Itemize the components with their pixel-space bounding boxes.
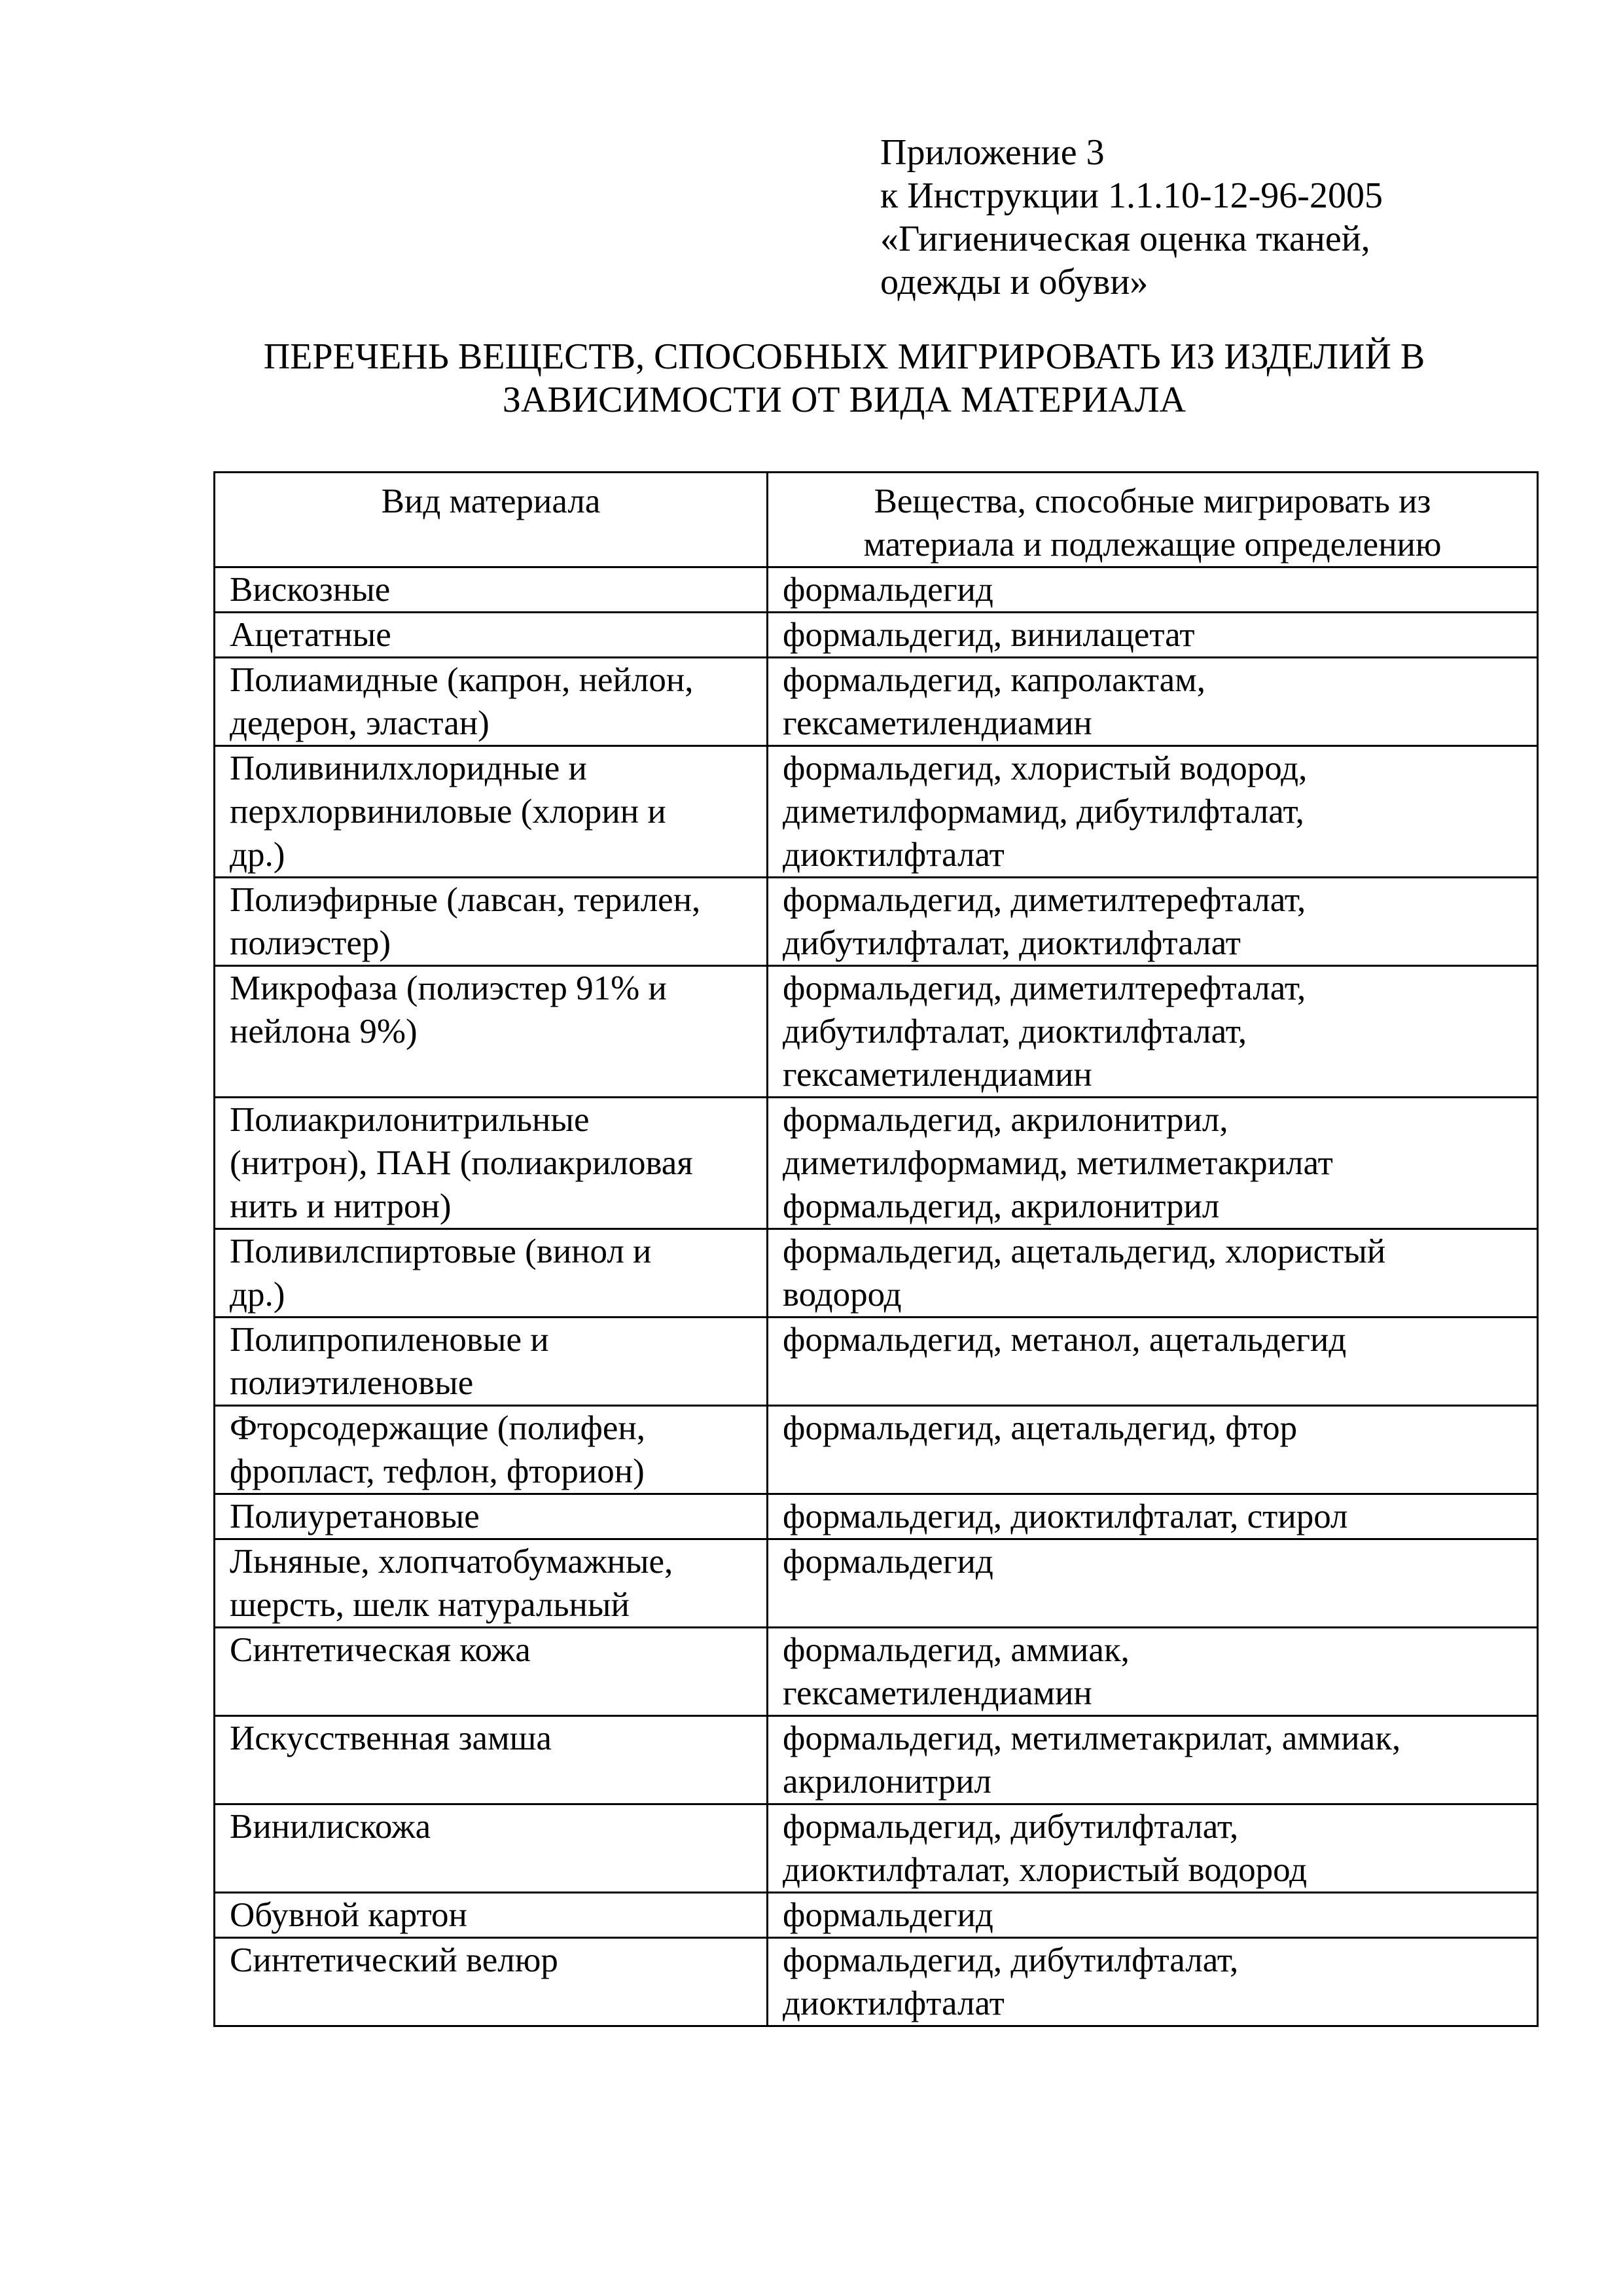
cell-line: др.) bbox=[230, 836, 285, 874]
cell-line: нейлона 9%) bbox=[230, 1013, 418, 1050]
cell-line: формальдегид, аммиак, bbox=[783, 1631, 1130, 1669]
table-row bbox=[215, 1716, 1538, 1804]
cell-line: Фторсодержащие (полифен, bbox=[230, 1409, 646, 1447]
cell-line: Винилискожа bbox=[230, 1808, 431, 1846]
material-cell bbox=[215, 1628, 768, 1716]
cell-line: диоктилфталат bbox=[783, 1984, 1005, 2022]
substances-cell bbox=[768, 1716, 1538, 1804]
table-row bbox=[215, 1494, 1538, 1539]
appendix-header-line: Приложение 3 bbox=[880, 132, 1105, 173]
material-cell bbox=[215, 1716, 768, 1804]
material-cell bbox=[215, 1539, 768, 1628]
table-row bbox=[215, 746, 1538, 878]
table-row bbox=[215, 1938, 1538, 2026]
table-row bbox=[215, 658, 1538, 746]
material-cell bbox=[215, 1494, 768, 1539]
substances-cell bbox=[768, 567, 1538, 613]
substances-cell bbox=[768, 966, 1538, 1098]
substances-cell bbox=[768, 658, 1538, 746]
cell-line: шерсть, шелк натуральный bbox=[230, 1586, 630, 1624]
cell-line: диметилформамид, дибутилфталат, bbox=[783, 793, 1304, 831]
cell-line: формальдегид, ацетальдегид, хлористый bbox=[783, 1232, 1386, 1270]
material-cell bbox=[215, 878, 768, 966]
document-title-line: ЗАВИСИМОСТИ ОТ ВИДА МАТЕРИАЛА bbox=[502, 380, 1186, 420]
substances-cell bbox=[768, 613, 1538, 658]
material-cell bbox=[215, 1229, 768, 1318]
cell-line: диметилформамид, метилметакрилат bbox=[783, 1144, 1333, 1182]
table-row bbox=[215, 1098, 1538, 1229]
substances-cell bbox=[768, 1406, 1538, 1494]
substances-cell bbox=[768, 1318, 1538, 1406]
substances-cell bbox=[768, 1938, 1538, 2026]
document-title-line: ПЕРЕЧЕНЬ ВЕЩЕСТВ, СПОСОБНЫХ МИГРИРОВАТЬ ИЗ ИЗДЕЛИЙ В bbox=[263, 336, 1425, 377]
table-row bbox=[215, 878, 1538, 966]
table-row bbox=[215, 1804, 1538, 1893]
cell-line: Синтетический велюр bbox=[230, 1941, 558, 1979]
cell-line: др.) bbox=[230, 1276, 285, 1314]
table-header-row bbox=[215, 473, 1538, 567]
cell-line: Полиуретановые bbox=[230, 1498, 480, 1535]
cell-line: формальдегид, диметилтерефталат, bbox=[783, 881, 1306, 919]
cell-line: Полиэфирные (лавсан, терилен, bbox=[230, 881, 701, 919]
material-cell bbox=[215, 658, 768, 746]
cell-line: формальдегид, винилацетат bbox=[783, 616, 1195, 654]
cell-line: формальдегид, ацетальдегид, фтор bbox=[783, 1409, 1298, 1447]
document-title bbox=[196, 335, 1492, 422]
cell-line: Поливинилхлоридные и bbox=[230, 749, 587, 787]
substances-cell bbox=[768, 1494, 1538, 1539]
material-cell bbox=[215, 1804, 768, 1893]
materials-table bbox=[213, 471, 1539, 2027]
cell-line: Льняные, хлопчатобумажные, bbox=[230, 1543, 673, 1581]
substances-cell bbox=[768, 878, 1538, 966]
cell-line: Поливилспиртовые (винол и bbox=[230, 1232, 652, 1270]
cell-line: формальдегид, дибутилфталат, bbox=[783, 1808, 1239, 1846]
cell-line: полиэстер) bbox=[230, 924, 391, 962]
cell-line: формальдегид, хлористый водород, bbox=[783, 749, 1308, 787]
appendix-header-line: «Гигиеническая оценка тканей, bbox=[880, 219, 1370, 259]
material-cell bbox=[215, 1406, 768, 1494]
cell-line: формальдегид, диоктилфталат, стирол bbox=[783, 1498, 1348, 1535]
table-row bbox=[215, 613, 1538, 658]
cell-line: дибутилфталат, диоктилфталат bbox=[783, 924, 1241, 962]
material-cell bbox=[215, 1318, 768, 1406]
column-header-line: Вид материала bbox=[381, 482, 601, 520]
table-row bbox=[215, 1406, 1538, 1494]
substances-cell bbox=[768, 1229, 1538, 1318]
cell-line: формальдегид bbox=[783, 571, 993, 609]
cell-line: формальдегид, диметилтерефталат, bbox=[783, 969, 1306, 1007]
substances-cell bbox=[768, 1098, 1538, 1229]
cell-line: дедерон, эластан) bbox=[230, 704, 490, 742]
cell-line: акрилонитрил bbox=[783, 1763, 991, 1801]
column-header-substances bbox=[768, 473, 1538, 567]
cell-line: гексаметилендиамин bbox=[783, 1056, 1092, 1094]
material-cell bbox=[215, 966, 768, 1098]
substances-cell bbox=[768, 1804, 1538, 1893]
cell-line: формальдегид, дибутилфталат, bbox=[783, 1941, 1239, 1979]
cell-line: диоктилфталат bbox=[783, 836, 1005, 874]
column-header-line: Вещества, способные мигрировать из bbox=[874, 482, 1431, 520]
cell-line: формальдегид bbox=[783, 1543, 993, 1581]
cell-line: Микрофаза (полиэстер 91% и bbox=[230, 969, 667, 1007]
cell-line: Обувной картон bbox=[230, 1896, 467, 1934]
cell-line: Синтетическая кожа bbox=[230, 1631, 531, 1669]
cell-line: гексаметилендиамин bbox=[783, 1674, 1092, 1712]
cell-line: нить и нитрон) bbox=[230, 1187, 452, 1225]
material-cell bbox=[215, 746, 768, 878]
cell-line: Полиамидные (капрон, нейлон, bbox=[230, 661, 694, 699]
material-cell bbox=[215, 613, 768, 658]
cell-line: Полипропиленовые и bbox=[230, 1321, 549, 1359]
table-row bbox=[215, 1893, 1538, 1938]
material-cell bbox=[215, 1938, 768, 2026]
cell-line: формальдегид, метилметакрилат, аммиак, bbox=[783, 1719, 1401, 1757]
column-header-line: материала и подлежащие определению bbox=[863, 526, 1442, 564]
cell-line: формальдегид, акрилонитрил bbox=[783, 1187, 1220, 1225]
material-cell bbox=[215, 567, 768, 613]
table-row bbox=[215, 1229, 1538, 1318]
cell-line: Искусственная замша bbox=[230, 1719, 552, 1757]
cell-line: (нитрон), ПАН (полиакриловая bbox=[230, 1144, 693, 1182]
table-row bbox=[215, 966, 1538, 1098]
cell-line: Полиакрилонитрильные bbox=[230, 1101, 590, 1139]
column-header-material bbox=[215, 473, 768, 567]
table-row bbox=[215, 1539, 1538, 1628]
cell-line: дибутилфталат, диоктилфталат, bbox=[783, 1013, 1247, 1050]
cell-line: водород bbox=[783, 1276, 902, 1314]
material-cell bbox=[215, 1098, 768, 1229]
substances-cell bbox=[768, 746, 1538, 878]
cell-line: формальдегид, акрилонитрил, bbox=[783, 1101, 1228, 1139]
appendix-header-line: к Инструкции 1.1.10-12-96-2005 bbox=[880, 175, 1383, 216]
substances-cell bbox=[768, 1539, 1538, 1628]
table-row bbox=[215, 567, 1538, 613]
appendix-header-line: одежды и обуви» bbox=[880, 262, 1149, 302]
cell-line: Вискозные bbox=[230, 571, 391, 609]
appendix-header bbox=[880, 131, 1535, 304]
substances-cell bbox=[768, 1628, 1538, 1716]
cell-line: диоктилфталат, хлористый водород bbox=[783, 1851, 1308, 1889]
cell-line: формальдегид bbox=[783, 1896, 993, 1934]
cell-line: полиэтиленовые bbox=[230, 1364, 474, 1402]
cell-line: фропласт, тефлон, фторион) bbox=[230, 1452, 645, 1490]
substances-cell bbox=[768, 1893, 1538, 1938]
cell-line: формальдегид, метанол, ацетальдегид bbox=[783, 1321, 1347, 1359]
table-row bbox=[215, 1628, 1538, 1716]
material-cell bbox=[215, 1893, 768, 1938]
cell-line: гексаметилендиамин bbox=[783, 704, 1092, 742]
cell-line: перхлорвиниловые (хлорин и bbox=[230, 793, 666, 831]
cell-line: Ацетатные bbox=[230, 616, 391, 654]
table-row bbox=[215, 1318, 1538, 1406]
cell-line: формальдегид, капролактам, bbox=[783, 661, 1205, 699]
